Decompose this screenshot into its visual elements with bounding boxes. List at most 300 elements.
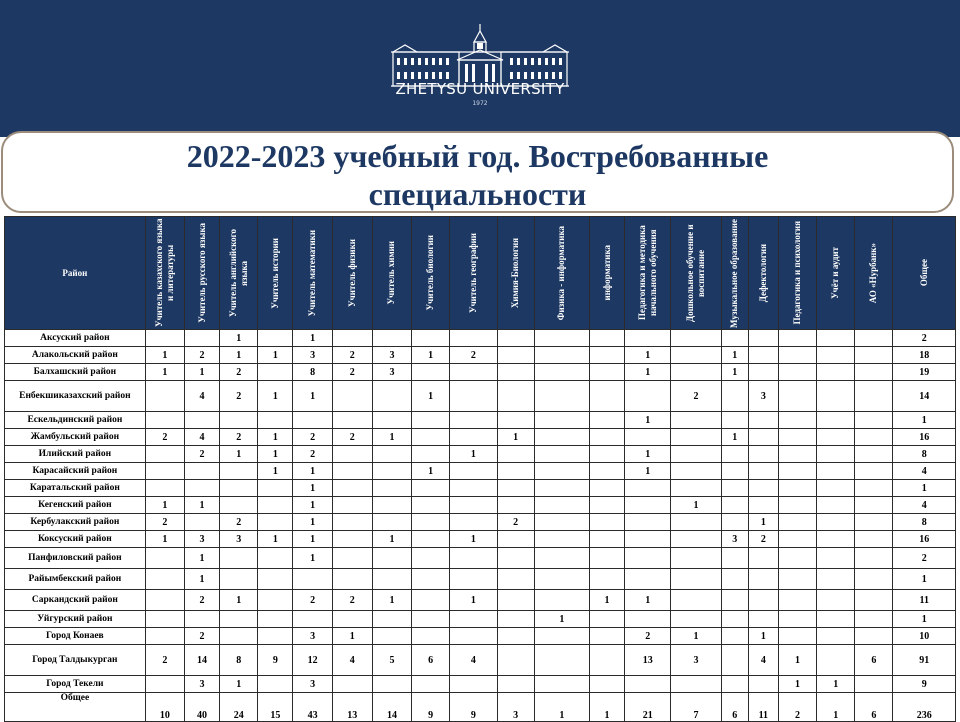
- value-cell: [671, 514, 721, 531]
- table-row: [5, 364, 956, 381]
- value-cell: [372, 412, 411, 429]
- value-cell: 1: [721, 429, 748, 446]
- value-cell: [625, 480, 671, 497]
- value-cell: 24: [220, 693, 258, 722]
- value-cell: 1: [450, 446, 497, 463]
- table-row: [5, 569, 956, 590]
- value-cell: [778, 463, 816, 480]
- column-header-label: Дошкольное обучение и воспитание: [685, 224, 706, 322]
- page-title: [1, 131, 954, 213]
- value-cell: 2: [293, 429, 332, 446]
- value-cell: 7: [671, 693, 721, 722]
- value-cell: [671, 429, 721, 446]
- value-cell: 2: [145, 429, 184, 446]
- value-cell: [748, 676, 778, 693]
- value-cell: [721, 548, 748, 569]
- value-cell: 8: [893, 446, 956, 463]
- value-cell: [671, 364, 721, 381]
- value-cell: 1: [258, 463, 293, 480]
- value-cell: [855, 446, 893, 463]
- value-cell: [778, 381, 816, 412]
- value-cell: [589, 645, 624, 676]
- column-header: [748, 217, 778, 330]
- value-cell: [721, 514, 748, 531]
- value-cell: 1: [145, 497, 184, 514]
- region-name-cell: Город Конаев: [5, 628, 146, 645]
- column-header: [412, 217, 450, 330]
- value-cell: [778, 569, 816, 590]
- column-header: [671, 217, 721, 330]
- value-cell: [534, 645, 589, 676]
- value-cell: [145, 590, 184, 611]
- value-cell: [258, 480, 293, 497]
- value-cell: [332, 446, 372, 463]
- value-cell: 1: [293, 497, 332, 514]
- table-row: [5, 645, 956, 676]
- table-row: [5, 514, 956, 531]
- value-cell: 12: [293, 645, 332, 676]
- value-cell: [534, 590, 589, 611]
- value-cell: [258, 330, 293, 347]
- value-cell: [145, 480, 184, 497]
- value-cell: [450, 412, 497, 429]
- table-row: [5, 590, 956, 611]
- value-cell: 9: [258, 645, 293, 676]
- column-header-label: Учитель английского языка: [227, 229, 249, 318]
- value-cell: 14: [184, 645, 219, 676]
- column-header: [721, 217, 748, 330]
- value-cell: [855, 676, 893, 693]
- value-cell: 1: [372, 590, 411, 611]
- value-cell: 1: [748, 628, 778, 645]
- value-cell: [372, 381, 411, 412]
- value-cell: [332, 480, 372, 497]
- value-cell: [412, 429, 450, 446]
- value-cell: [145, 330, 184, 347]
- table-row: [5, 347, 956, 364]
- column-header: [145, 217, 184, 330]
- value-cell: [589, 497, 624, 514]
- region-column-header: Район: [5, 217, 146, 330]
- specialties-table-container: [4, 216, 956, 722]
- column-header: [778, 217, 816, 330]
- value-cell: [625, 676, 671, 693]
- value-cell: 3: [293, 676, 332, 693]
- value-cell: 1: [497, 429, 534, 446]
- column-header: [332, 217, 372, 330]
- value-cell: [534, 429, 589, 446]
- value-cell: [589, 463, 624, 480]
- value-cell: 14: [893, 381, 956, 412]
- value-cell: 1: [778, 645, 816, 676]
- value-cell: [184, 480, 219, 497]
- column-header-label: Учитель биологии: [425, 235, 436, 311]
- value-cell: 5: [372, 645, 411, 676]
- region-name-cell: Балхашский район: [5, 364, 146, 381]
- table-row: [5, 412, 956, 429]
- value-cell: 1: [293, 531, 332, 548]
- value-cell: [450, 429, 497, 446]
- value-cell: [778, 412, 816, 429]
- value-cell: [671, 446, 721, 463]
- value-cell: [293, 611, 332, 628]
- value-cell: 11: [893, 590, 956, 611]
- value-cell: [412, 412, 450, 429]
- value-cell: 1: [258, 347, 293, 364]
- value-cell: 9: [412, 693, 450, 722]
- value-cell: 10: [145, 693, 184, 722]
- value-cell: [721, 676, 748, 693]
- value-cell: 1: [220, 446, 258, 463]
- value-cell: [372, 514, 411, 531]
- value-cell: 3: [220, 531, 258, 548]
- value-cell: 3: [721, 531, 748, 548]
- column-header-label: Педагогика и психология: [792, 221, 803, 325]
- value-cell: [258, 548, 293, 569]
- value-cell: [184, 412, 219, 429]
- column-header-label: Учёт и аудит: [830, 247, 841, 299]
- value-cell: [625, 531, 671, 548]
- value-cell: [778, 548, 816, 569]
- table-row: [5, 531, 956, 548]
- value-cell: [625, 330, 671, 347]
- value-cell: 1: [625, 590, 671, 611]
- value-cell: 1: [893, 412, 956, 429]
- column-header: [893, 217, 956, 330]
- value-cell: [412, 514, 450, 531]
- value-cell: [855, 514, 893, 531]
- value-cell: [589, 330, 624, 347]
- value-cell: [817, 548, 855, 569]
- value-cell: [855, 429, 893, 446]
- value-cell: [145, 611, 184, 628]
- value-cell: 3: [748, 381, 778, 412]
- value-cell: [817, 480, 855, 497]
- value-cell: [184, 611, 219, 628]
- value-cell: [671, 330, 721, 347]
- value-cell: 1: [450, 590, 497, 611]
- value-cell: 11: [748, 693, 778, 722]
- value-cell: [497, 364, 534, 381]
- column-header: [855, 217, 893, 330]
- value-cell: [721, 645, 748, 676]
- value-cell: [332, 497, 372, 514]
- value-cell: [412, 628, 450, 645]
- value-cell: [748, 497, 778, 514]
- value-cell: [671, 569, 721, 590]
- value-cell: 2: [220, 429, 258, 446]
- value-cell: [721, 412, 748, 429]
- value-cell: 1: [625, 347, 671, 364]
- value-cell: [671, 590, 721, 611]
- value-cell: [671, 347, 721, 364]
- value-cell: [817, 330, 855, 347]
- value-cell: [625, 514, 671, 531]
- value-cell: [534, 514, 589, 531]
- value-cell: [855, 497, 893, 514]
- value-cell: [748, 548, 778, 569]
- value-cell: 1: [671, 628, 721, 645]
- value-cell: [589, 381, 624, 412]
- value-cell: 1: [372, 429, 411, 446]
- column-header-label: Учитель химии: [386, 241, 397, 305]
- value-cell: 1: [450, 531, 497, 548]
- value-cell: [748, 463, 778, 480]
- value-cell: [817, 463, 855, 480]
- table-row: [5, 676, 956, 693]
- value-cell: 1: [748, 514, 778, 531]
- value-cell: [497, 676, 534, 693]
- value-cell: [625, 569, 671, 590]
- value-cell: [412, 446, 450, 463]
- value-cell: 14: [372, 693, 411, 722]
- value-cell: 3: [671, 645, 721, 676]
- column-header-label: Педагогика и методика начального обучения: [636, 225, 658, 321]
- column-header-label: Учитель физики: [346, 239, 357, 307]
- value-cell: [625, 497, 671, 514]
- title-line-1: 2022-2023 учебный год. Востребованные: [186, 138, 769, 174]
- value-cell: [534, 364, 589, 381]
- value-cell: [184, 330, 219, 347]
- value-cell: [855, 364, 893, 381]
- value-cell: [817, 611, 855, 628]
- value-cell: 2: [497, 514, 534, 531]
- value-cell: [748, 590, 778, 611]
- value-cell: [817, 497, 855, 514]
- value-cell: [748, 569, 778, 590]
- value-cell: [721, 497, 748, 514]
- value-cell: [450, 381, 497, 412]
- value-cell: [855, 590, 893, 611]
- value-cell: [450, 548, 497, 569]
- value-cell: 2: [332, 590, 372, 611]
- value-cell: [817, 645, 855, 676]
- table-row: [5, 611, 956, 628]
- column-header: [589, 217, 624, 330]
- value-cell: 2: [332, 429, 372, 446]
- region-name-cell: Райымбекский район: [5, 569, 146, 590]
- value-cell: 3: [184, 531, 219, 548]
- value-cell: 2: [778, 693, 816, 722]
- column-header-label: Музыкальное образование: [729, 218, 740, 328]
- value-cell: [721, 480, 748, 497]
- region-name-cell: Панфиловский район: [5, 548, 146, 569]
- value-cell: 3: [372, 347, 411, 364]
- value-cell: [534, 412, 589, 429]
- table-row: [5, 497, 956, 514]
- value-cell: 2: [332, 347, 372, 364]
- value-cell: 1: [671, 497, 721, 514]
- value-cell: [412, 676, 450, 693]
- column-header: [293, 217, 332, 330]
- value-cell: [855, 531, 893, 548]
- value-cell: [534, 347, 589, 364]
- column-header-label: Общее: [918, 259, 929, 287]
- value-cell: 1: [721, 364, 748, 381]
- value-cell: 2: [145, 514, 184, 531]
- value-cell: [855, 628, 893, 645]
- value-cell: 6: [412, 645, 450, 676]
- value-cell: [145, 412, 184, 429]
- region-name-cell: Коксуский район: [5, 531, 146, 548]
- region-name-cell: Ескельдинский район: [5, 412, 146, 429]
- column-header-label: Учитель математики: [307, 229, 318, 317]
- value-cell: [671, 480, 721, 497]
- value-cell: [412, 480, 450, 497]
- value-cell: [534, 330, 589, 347]
- value-cell: [497, 412, 534, 429]
- value-cell: 8: [220, 645, 258, 676]
- value-cell: [589, 364, 624, 381]
- value-cell: [450, 463, 497, 480]
- value-cell: 1: [625, 463, 671, 480]
- value-cell: [220, 412, 258, 429]
- value-cell: [293, 569, 332, 590]
- value-cell: 1: [258, 531, 293, 548]
- value-cell: [748, 429, 778, 446]
- value-cell: [412, 569, 450, 590]
- value-cell: [258, 590, 293, 611]
- value-cell: [778, 480, 816, 497]
- value-cell: 2: [220, 381, 258, 412]
- column-header-label: Химия-Биология: [510, 237, 521, 309]
- value-cell: [534, 531, 589, 548]
- value-cell: 1: [893, 569, 956, 590]
- value-cell: 1: [258, 381, 293, 412]
- value-cell: 1: [293, 548, 332, 569]
- title-line-2: специальности: [368, 176, 587, 212]
- value-cell: [671, 548, 721, 569]
- value-cell: [534, 628, 589, 645]
- value-cell: [332, 531, 372, 548]
- value-cell: [258, 569, 293, 590]
- value-cell: 43: [293, 693, 332, 722]
- table-row: [5, 429, 956, 446]
- value-cell: 2: [220, 364, 258, 381]
- value-cell: 1: [412, 463, 450, 480]
- value-cell: [372, 676, 411, 693]
- value-cell: 2: [184, 590, 219, 611]
- value-cell: 1: [332, 628, 372, 645]
- value-cell: [721, 330, 748, 347]
- value-cell: 1: [817, 676, 855, 693]
- value-cell: [589, 480, 624, 497]
- region-name-cell: Кегенский район: [5, 497, 146, 514]
- region-name-cell: Саркандский район: [5, 590, 146, 611]
- value-cell: 2: [220, 514, 258, 531]
- value-cell: [534, 381, 589, 412]
- value-cell: 13: [332, 693, 372, 722]
- value-cell: 2: [893, 548, 956, 569]
- value-cell: [817, 628, 855, 645]
- value-cell: [258, 628, 293, 645]
- value-cell: [671, 611, 721, 628]
- column-header: [372, 217, 411, 330]
- value-cell: [855, 330, 893, 347]
- value-cell: 40: [184, 693, 219, 722]
- column-header: [184, 217, 219, 330]
- value-cell: [220, 569, 258, 590]
- value-cell: [534, 497, 589, 514]
- founded-year: 1972: [472, 100, 488, 107]
- value-cell: [497, 480, 534, 497]
- value-cell: 1: [293, 381, 332, 412]
- value-cell: [220, 480, 258, 497]
- value-cell: [589, 548, 624, 569]
- value-cell: [450, 364, 497, 381]
- value-cell: 1: [534, 611, 589, 628]
- column-header: [817, 217, 855, 330]
- value-cell: 8: [293, 364, 332, 381]
- value-cell: [589, 628, 624, 645]
- total-row: [5, 693, 956, 722]
- value-cell: [589, 676, 624, 693]
- value-cell: 2: [184, 628, 219, 645]
- value-cell: 236: [893, 693, 956, 722]
- value-cell: 1: [145, 531, 184, 548]
- value-cell: [372, 569, 411, 590]
- value-cell: 1: [589, 590, 624, 611]
- value-cell: 2: [293, 446, 332, 463]
- value-cell: 1: [412, 347, 450, 364]
- value-cell: [589, 446, 624, 463]
- table-row: [5, 446, 956, 463]
- value-cell: [778, 429, 816, 446]
- region-name-cell: Алакольский район: [5, 347, 146, 364]
- value-cell: 1: [721, 347, 748, 364]
- value-cell: [778, 347, 816, 364]
- value-cell: [778, 531, 816, 548]
- value-cell: 9: [893, 676, 956, 693]
- value-cell: [671, 463, 721, 480]
- value-cell: [372, 330, 411, 347]
- column-header: [258, 217, 293, 330]
- value-cell: 4: [184, 381, 219, 412]
- value-cell: [589, 347, 624, 364]
- value-cell: [748, 611, 778, 628]
- value-cell: 1: [534, 693, 589, 722]
- value-cell: [497, 497, 534, 514]
- value-cell: [412, 548, 450, 569]
- value-cell: [534, 676, 589, 693]
- value-cell: [220, 548, 258, 569]
- value-cell: 18: [893, 347, 956, 364]
- value-cell: [450, 514, 497, 531]
- value-cell: [372, 628, 411, 645]
- value-cell: [220, 497, 258, 514]
- value-cell: [372, 497, 411, 514]
- column-header: [220, 217, 258, 330]
- value-cell: 6: [855, 645, 893, 676]
- value-cell: 16: [893, 531, 956, 548]
- value-cell: [372, 548, 411, 569]
- value-cell: [748, 330, 778, 347]
- value-cell: 15: [258, 693, 293, 722]
- value-cell: 1: [778, 676, 816, 693]
- value-cell: 2: [671, 381, 721, 412]
- column-header-label: Учитель русского языка: [196, 223, 207, 323]
- value-cell: [855, 412, 893, 429]
- value-cell: [332, 611, 372, 628]
- value-cell: [855, 611, 893, 628]
- value-cell: 2: [332, 364, 372, 381]
- value-cell: 1: [220, 330, 258, 347]
- value-cell: 4: [893, 497, 956, 514]
- value-cell: [817, 412, 855, 429]
- value-cell: [497, 381, 534, 412]
- column-header: [534, 217, 589, 330]
- value-cell: [258, 514, 293, 531]
